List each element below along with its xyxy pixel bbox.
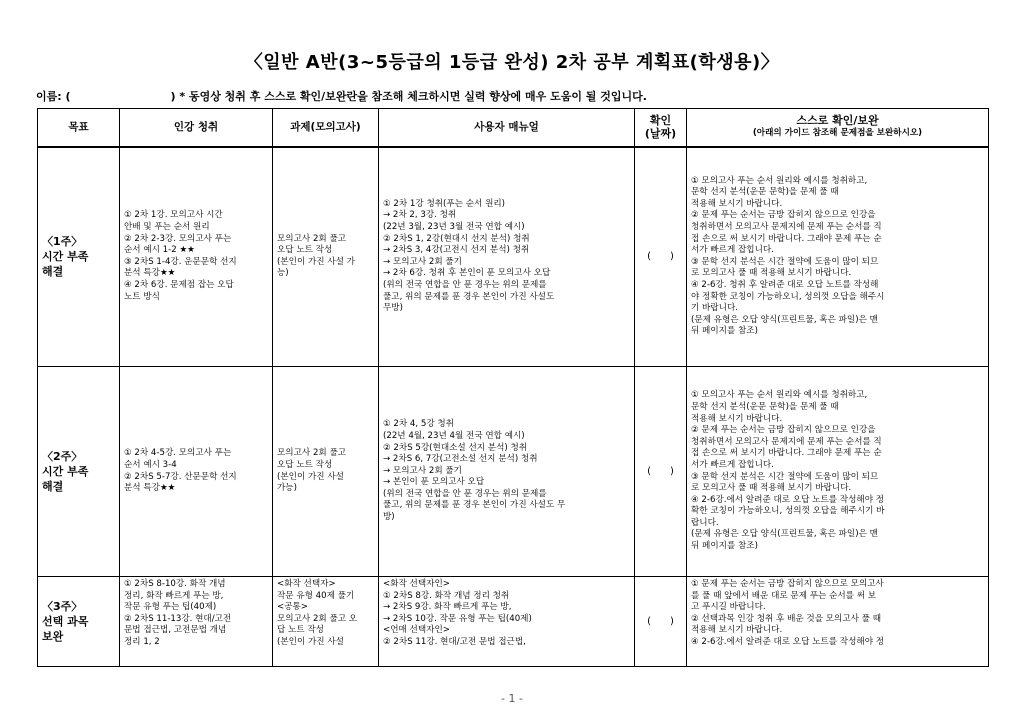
cell-text-line: 가능) bbox=[277, 483, 297, 494]
cell-text-line: → 2차 2, 3강. 청취 bbox=[383, 210, 457, 221]
cell-text-line: 노트 방식 bbox=[124, 291, 160, 302]
name-line bbox=[36, 88, 996, 104]
cell-text-line: → 2차S 6, 7강(고전소설 선지 분석) 청취 bbox=[383, 454, 538, 465]
cell-text-line: ② 문제 푸는 순서는 금방 잡히지 않으므로 인강을 bbox=[691, 425, 876, 436]
cell-text-line: 문학 선지 분석(운문 문학)을 문제 풀 때 bbox=[691, 187, 839, 198]
cell-text-line: 오답 노트 작성 bbox=[277, 459, 333, 470]
cell-text-line: ① 2차 4, 5강 청취 bbox=[383, 419, 454, 430]
confirm-date-cell[interactable] bbox=[635, 577, 687, 667]
table-body bbox=[38, 147, 989, 667]
cell-text-line: 능) bbox=[277, 268, 289, 279]
cell-text-line: 청취하면서 모의고사 문제지에 문제 푸는 순서를 직 bbox=[691, 221, 882, 232]
homework-cell bbox=[273, 577, 379, 667]
manual-cell bbox=[379, 147, 635, 367]
cell-text-line: <언매 선택자인> bbox=[383, 625, 450, 636]
cell-text-line: ② 선택과목 인강 청취 후 배운 것을 모의고사 풀 때 bbox=[691, 613, 882, 624]
lecture-cell bbox=[120, 577, 273, 667]
cell-text-line: 로 모의고사 풀 때 적용해 보시기 바랍니다. bbox=[691, 483, 852, 494]
cell-text-line: 모의고사 2회 풀고 오 bbox=[277, 613, 358, 624]
cell-text-line: ③ 문학 선지 분석은 시간 절약에 도움이 많이 되므 bbox=[691, 471, 879, 482]
cell-text-line: (위의 전국 연합을 안 푼 경우는 위의 문제를 bbox=[383, 488, 547, 499]
cell-text-line: ③ 2차S 1-4강. 운문문학 선지 bbox=[124, 256, 237, 267]
cell-text-line: ② 2차 2-3강. 모의고사 푸는 bbox=[124, 233, 232, 244]
cell-text-line: 무방) bbox=[383, 303, 403, 314]
cell-text-line: → 2차 6강. 청취 후 본인이 푼 모의고사 오답 bbox=[383, 268, 551, 279]
cell-text-line: ② 2차S 11강. 현대/고전 문법 접근법, bbox=[383, 636, 526, 647]
header-lecture: 인강 청취 bbox=[120, 109, 273, 147]
cell-text-line: 〈2주〉 bbox=[42, 450, 83, 463]
cell-text-line: 분석 특강★★ bbox=[124, 268, 176, 279]
cell-text-line: 접 손으로 써 보시기 바랍니다. 그래야 문제 푸는 순 bbox=[691, 233, 882, 244]
cell-text-line: 정리, 화작 빠르게 푸는 방, bbox=[124, 590, 224, 601]
cell-text-line: ① 2차 4-5강. 모의고사 푸는 bbox=[124, 448, 232, 459]
cell-text-line: 순서 예시 1-2 ★★ bbox=[124, 245, 195, 256]
cell-text-line: (본인이 가진 사설 bbox=[277, 471, 344, 482]
cell-text-line: <공통> bbox=[277, 602, 309, 613]
cell-text-line: (위의 전국 연합을 안 푼 경우는 위의 문제를 bbox=[383, 279, 547, 290]
cell-text-line: ① 2차 1강 청취(푸는 순서 원리) bbox=[383, 198, 506, 209]
cell-text-line: ② 2차S 5강(현대소설 선지 분석) 청취 bbox=[383, 442, 528, 453]
table-row bbox=[38, 147, 989, 367]
homework-cell bbox=[273, 367, 379, 577]
cell-text-line: → 2차S 9강. 화작 빠르게 푸는 방, bbox=[383, 602, 512, 613]
cell-text-line: 보완 bbox=[42, 630, 64, 643]
header-confirm: 확인 (날짜) bbox=[635, 109, 687, 147]
cell-text-line: 〈1주〉 bbox=[42, 235, 83, 249]
cell-text-line: → 모의고사 2회 풀기 bbox=[383, 256, 462, 267]
cell-text-line: → 모의고사 2회 풀기 bbox=[383, 465, 462, 476]
table-row bbox=[38, 367, 989, 577]
manual-cell bbox=[379, 577, 635, 667]
cell-text-line: 뒤 페이지를 참조) bbox=[691, 541, 758, 552]
cell-text-line: 오답 노트 작성 bbox=[277, 245, 333, 256]
cell-text-line: 시간 부족 bbox=[42, 250, 89, 264]
cell-text-line: 모의고사 2회 풀고 bbox=[277, 448, 347, 459]
cell-text-line: 접 손으로 써 보시기 바랍니다. 그래야 문제 푸는 순 bbox=[691, 448, 882, 459]
cell-text-line: → 2차S 10강. 작문 유형 푸는 팁(40제) bbox=[383, 613, 532, 624]
cell-text-line: 분석 특강★★ bbox=[124, 483, 176, 494]
cell-text-line: <화작 선택자인> bbox=[383, 579, 450, 589]
manual-cell bbox=[379, 367, 635, 577]
cell-text-line: 문법 접근법, 고전문법 개념 bbox=[124, 625, 227, 636]
name-label: 이름: ( bbox=[36, 90, 71, 103]
cell-text-line: ① 2차 1강. 모의고사 시간 bbox=[124, 210, 223, 221]
cell-text-line: ④ 2-6강.에서 알려준 대로 오답 노트를 작성해야 정 bbox=[691, 636, 885, 647]
cell-text-line: 문학 선지 분석(운문 문학)을 문제 풀 때 bbox=[691, 401, 839, 412]
cell-text-line: ④ 2차 6강. 문제점 잡는 오답 bbox=[124, 279, 234, 290]
cell-text-line: 를 풀 때 앞에서 배운 대로 문제 푸는 순서를 써 보 bbox=[691, 590, 877, 601]
cell-text-line: ④ 2-6강. 청취 후 알려준 대로 오답 노트를 작성해 bbox=[691, 279, 879, 290]
cell-text-line: 정리 1, 2 bbox=[124, 636, 160, 647]
header-self-check: 스스로 확인/보완 (아래의 가이드 참조해 문제점을 보완하시오) bbox=[687, 109, 989, 147]
cell-text-line: ① 2차S 8강. 화작 개념 정리 청취 bbox=[383, 590, 510, 601]
cell-text-line: ② 문제 푸는 순서는 금방 잡히지 않으므로 인강을 bbox=[691, 210, 876, 221]
study-plan-table bbox=[37, 108, 989, 667]
cell-text-line: (문제 유형은 오답 양식(프린트물, 혹은 파일)은 맨 bbox=[691, 529, 878, 540]
goal-cell bbox=[38, 367, 120, 577]
header-goal: 목표 bbox=[38, 109, 120, 147]
name-close: ) bbox=[170, 90, 176, 103]
cell-text-line: ① 모의고사 푸는 순서 원리와 예시를 청취하고, bbox=[691, 175, 868, 186]
cell-text-line: 풀고, 위의 문제를 푼 경우 본인이 가진 사설도 bbox=[383, 291, 555, 302]
cell-text-line: ③ 문학 선지 분석은 시간 절약에 도움이 많이 되므 bbox=[691, 256, 879, 267]
cell-text-line: (본인이 가진 사설 bbox=[277, 636, 344, 647]
confirm-date-cell[interactable] bbox=[635, 367, 687, 577]
cell-text-line: 랍니다. bbox=[691, 517, 719, 528]
cell-text-line: 순서 예시 3-4 bbox=[124, 459, 177, 470]
cell-text-line: 답 노트 작성 bbox=[277, 625, 324, 636]
lecture-cell bbox=[120, 367, 273, 577]
cell-text-line: 서가 빠르게 잡힙니다. bbox=[691, 245, 774, 256]
cell-text-line: 모의고사 2회 풀고 bbox=[277, 233, 347, 244]
cell-text-line: 청취하면서 모의고사 문제지에 문제 푸는 순서를 직 bbox=[691, 436, 882, 447]
cell-text-line: 로 모의고사 풀 때 적용해 보시기 바랍니다. bbox=[691, 268, 852, 279]
cell-text-line: 풀고, 위의 문제를 푼 경우 본인이 가진 사설도 무 bbox=[383, 500, 566, 511]
header-manual: 사용자 매뉴얼 bbox=[379, 109, 635, 147]
goal-cell bbox=[38, 147, 120, 367]
header-homework: 과제(모의고사) bbox=[273, 109, 379, 147]
confirm-date-blank: ( ) bbox=[647, 250, 674, 262]
cell-text-line: 해결 bbox=[42, 480, 64, 493]
cell-text-line: ② 2차S 1, 2강(현대시 선지 분석) 청취 bbox=[383, 233, 530, 244]
cell-text-line: 선택 과목 bbox=[42, 615, 89, 628]
cell-text-line: ① 문제 푸는 순서는 금방 잡히지 않으므로 모의고사 bbox=[691, 579, 884, 589]
homework-cell bbox=[273, 147, 379, 367]
cell-text-line: (22년 3월, 23년 3월 전국 연합 예시) bbox=[383, 221, 525, 232]
table-row bbox=[38, 577, 989, 667]
cell-text-line: (22년 4월, 23년 4월 전국 연합 예시) bbox=[383, 430, 525, 441]
instruction-note: * 동영상 청취 후 스스로 확인/보완란을 참조해 체크하시면 실력 향상에 매우 도움이 될 것입니다. bbox=[179, 90, 647, 103]
cell-text-line: 안배 및 푸는 순서 원리 bbox=[124, 221, 210, 232]
page-title: 〈일반 A반(3~5등급의 1등급 완성) 2차 공부 계획표(학생용)〉 bbox=[244, 52, 780, 73]
cell-text-line: (문제 유형은 오답 양식(프린트물, 혹은 파일)은 맨 bbox=[691, 314, 878, 325]
cell-text-line: <화작 선택자> bbox=[277, 579, 336, 589]
confirm-date-blank: ( ) bbox=[647, 615, 674, 627]
cell-text-line: 서가 빠르게 잡힙니다. bbox=[691, 459, 774, 470]
cell-text-line: 확한 코칭이 가능하오니, 성의껏 오답을 해주시기 바 bbox=[691, 506, 885, 517]
goal-cell bbox=[38, 577, 120, 667]
cell-text-line: 고 푸시길 바랍니다. bbox=[691, 602, 766, 613]
cell-text-line: 해결 bbox=[42, 265, 64, 279]
cell-text-line: ① 2차S 8-10강. 화작 개념 bbox=[124, 579, 226, 589]
cell-text-line: 적용해 보시기 바랍니다. bbox=[691, 625, 783, 636]
cell-text-line: 〈3주〉 bbox=[42, 600, 83, 613]
cell-text-line: ④ 2-6강.에서 알려준 대로 오답 노트를 작성해야 정 bbox=[691, 494, 885, 505]
cell-text-line: 적용해 보시기 바랍니다. bbox=[691, 198, 783, 209]
self-check-cell bbox=[687, 367, 989, 577]
cell-text-line: 뒤 페이지를 참조) bbox=[691, 326, 758, 337]
cell-text-line: ② 2차S 11-13강. 현대/고전 bbox=[124, 613, 232, 624]
cell-text-line: 야 정확한 코칭이 가능하오니, 성의껏 오답을 해주시 bbox=[691, 291, 885, 302]
cell-text-line: → 본인이 푼 모의고사 오답 bbox=[383, 477, 485, 488]
cell-text-line: 시간 부족 bbox=[42, 465, 89, 478]
self-check-cell bbox=[687, 147, 989, 367]
page-number: - 1 - bbox=[501, 692, 523, 705]
cell-text-line: 작문 유형 40제 풀기 bbox=[277, 590, 355, 601]
confirm-date-blank: ( ) bbox=[647, 465, 674, 477]
cell-text-line: ② 2차S 5-7강. 산문문학 선지 bbox=[124, 471, 237, 482]
cell-text-line: (본인이 가진 사설 가 bbox=[277, 256, 355, 267]
cell-text-line: → 2차S 3, 4강(고전시 선지 분석) 청취 bbox=[383, 245, 530, 256]
cell-text-line: 기 바랍니다. bbox=[691, 303, 738, 314]
self-check-cell bbox=[687, 577, 989, 667]
lecture-cell bbox=[120, 147, 273, 367]
cell-text-line: 작문 유형 푸는 팁(40제) bbox=[124, 602, 217, 613]
header-row bbox=[38, 109, 989, 147]
confirm-date-cell[interactable] bbox=[635, 147, 687, 367]
cell-text-line: 방) bbox=[383, 512, 395, 523]
cell-text-line: 적용해 보시기 바랍니다. bbox=[691, 413, 783, 424]
cell-text-line: ① 모의고사 푸는 순서 원리와 예시를 청취하고, bbox=[691, 390, 868, 401]
